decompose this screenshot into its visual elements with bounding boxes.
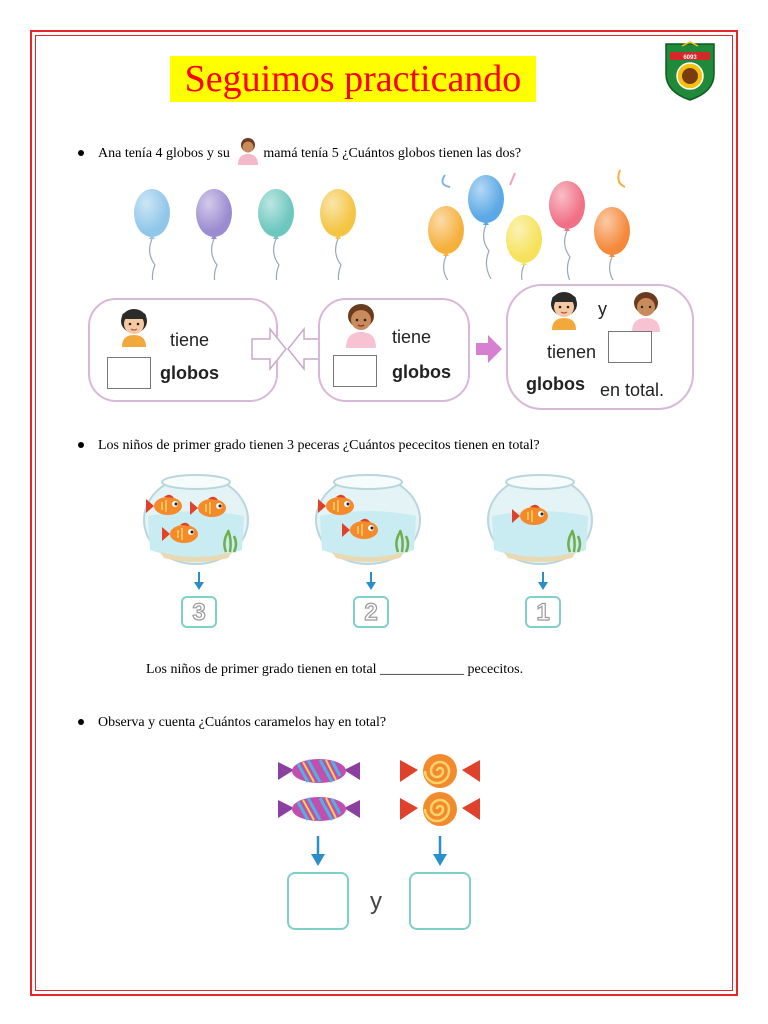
bullet-icon bbox=[78, 442, 84, 448]
card-2-word-tiene: tiene bbox=[392, 327, 432, 347]
page-title: Seguimos practicando bbox=[170, 56, 536, 102]
question-3 bbox=[78, 714, 386, 732]
arrow-right-icon bbox=[474, 334, 504, 364]
girl-ana-icon bbox=[110, 305, 158, 347]
candies-illustration bbox=[276, 752, 486, 830]
bullet-icon bbox=[78, 150, 84, 156]
card-3-word-en-total: en total. bbox=[600, 380, 665, 400]
girl-mama-icon-2 bbox=[626, 290, 666, 332]
balloon-icon bbox=[594, 207, 630, 280]
striped-candy-icon bbox=[278, 759, 360, 783]
card-2-word-globos: globos bbox=[392, 362, 451, 382]
arrow-down-icon bbox=[308, 836, 328, 868]
balloon-icon bbox=[549, 181, 585, 280]
double-arrow-icon bbox=[248, 325, 326, 373]
balloon-icon bbox=[428, 206, 464, 280]
card-3-word-tienen: tienen bbox=[547, 342, 597, 362]
question-1-text-before: Ana tenía 4 globos y su bbox=[98, 146, 230, 161]
balloon-icon bbox=[134, 189, 170, 280]
connector-y: y bbox=[370, 888, 382, 915]
candy-answer-box-1[interactable] bbox=[287, 872, 349, 930]
question-1-text-after: mamá tenía 5 ¿Cuántos globos tienen las dos? bbox=[263, 146, 522, 161]
girl-mama-icon bbox=[340, 302, 382, 348]
swirl-candy-icon bbox=[400, 754, 480, 788]
candy-answer-box-2[interactable] bbox=[409, 872, 471, 930]
fish-count-box[interactable] bbox=[525, 596, 561, 628]
card-1-word-globos: globos bbox=[160, 363, 219, 383]
fish-count-number: 1 bbox=[536, 599, 550, 626]
balloon-icon bbox=[196, 189, 232, 280]
question-2 bbox=[78, 437, 540, 455]
fish-count-number: 3 bbox=[192, 599, 206, 626]
card-1-word-tiene: tiene bbox=[170, 330, 210, 350]
fishbowl-icon bbox=[312, 470, 424, 566]
card-2-answer-box[interactable] bbox=[333, 355, 377, 387]
fish-total-sentence: Los niños de primer grado tienen en total ____________ pececitos. bbox=[146, 662, 524, 677]
mother-icon bbox=[235, 137, 261, 165]
arrow-down-icon bbox=[364, 572, 378, 592]
bullet-icon bbox=[78, 719, 84, 725]
girl-ana-icon-2 bbox=[540, 288, 588, 330]
fishbowl-icon bbox=[140, 470, 252, 566]
balloons-illustration bbox=[120, 165, 640, 280]
card-1-answer-box[interactable] bbox=[107, 357, 151, 389]
balloon-icon bbox=[468, 175, 504, 279]
card-3-answer-box[interactable] bbox=[608, 331, 652, 363]
question-3-text: Observa y cuenta ¿Cuántos caramelos hay en total? bbox=[98, 715, 387, 730]
balloon-icon bbox=[320, 189, 356, 280]
fish-count-box[interactable] bbox=[353, 596, 389, 628]
arrow-down-icon bbox=[536, 572, 550, 592]
swirl-candy-icon bbox=[400, 792, 480, 826]
arrow-down-icon bbox=[430, 836, 450, 868]
fishbowl-icon bbox=[484, 470, 596, 566]
logo-text: 6093 bbox=[683, 55, 697, 61]
school-shield-icon bbox=[662, 40, 718, 102]
balloon-icon bbox=[258, 189, 294, 280]
question-1 bbox=[78, 137, 521, 165]
arrow-down-icon bbox=[192, 572, 206, 592]
balloon-icon bbox=[506, 215, 542, 280]
fish-count-box[interactable] bbox=[181, 596, 217, 628]
fish-count-number: 2 bbox=[364, 599, 378, 626]
question-2-text: Los niños de primer grado tienen 3 peceras ¿Cuántos pececitos tienen en total? bbox=[98, 438, 540, 453]
card-3-word-y: y bbox=[598, 299, 607, 319]
striped-candy-icon bbox=[278, 797, 360, 821]
card-3-word-globos: globos bbox=[526, 374, 585, 394]
